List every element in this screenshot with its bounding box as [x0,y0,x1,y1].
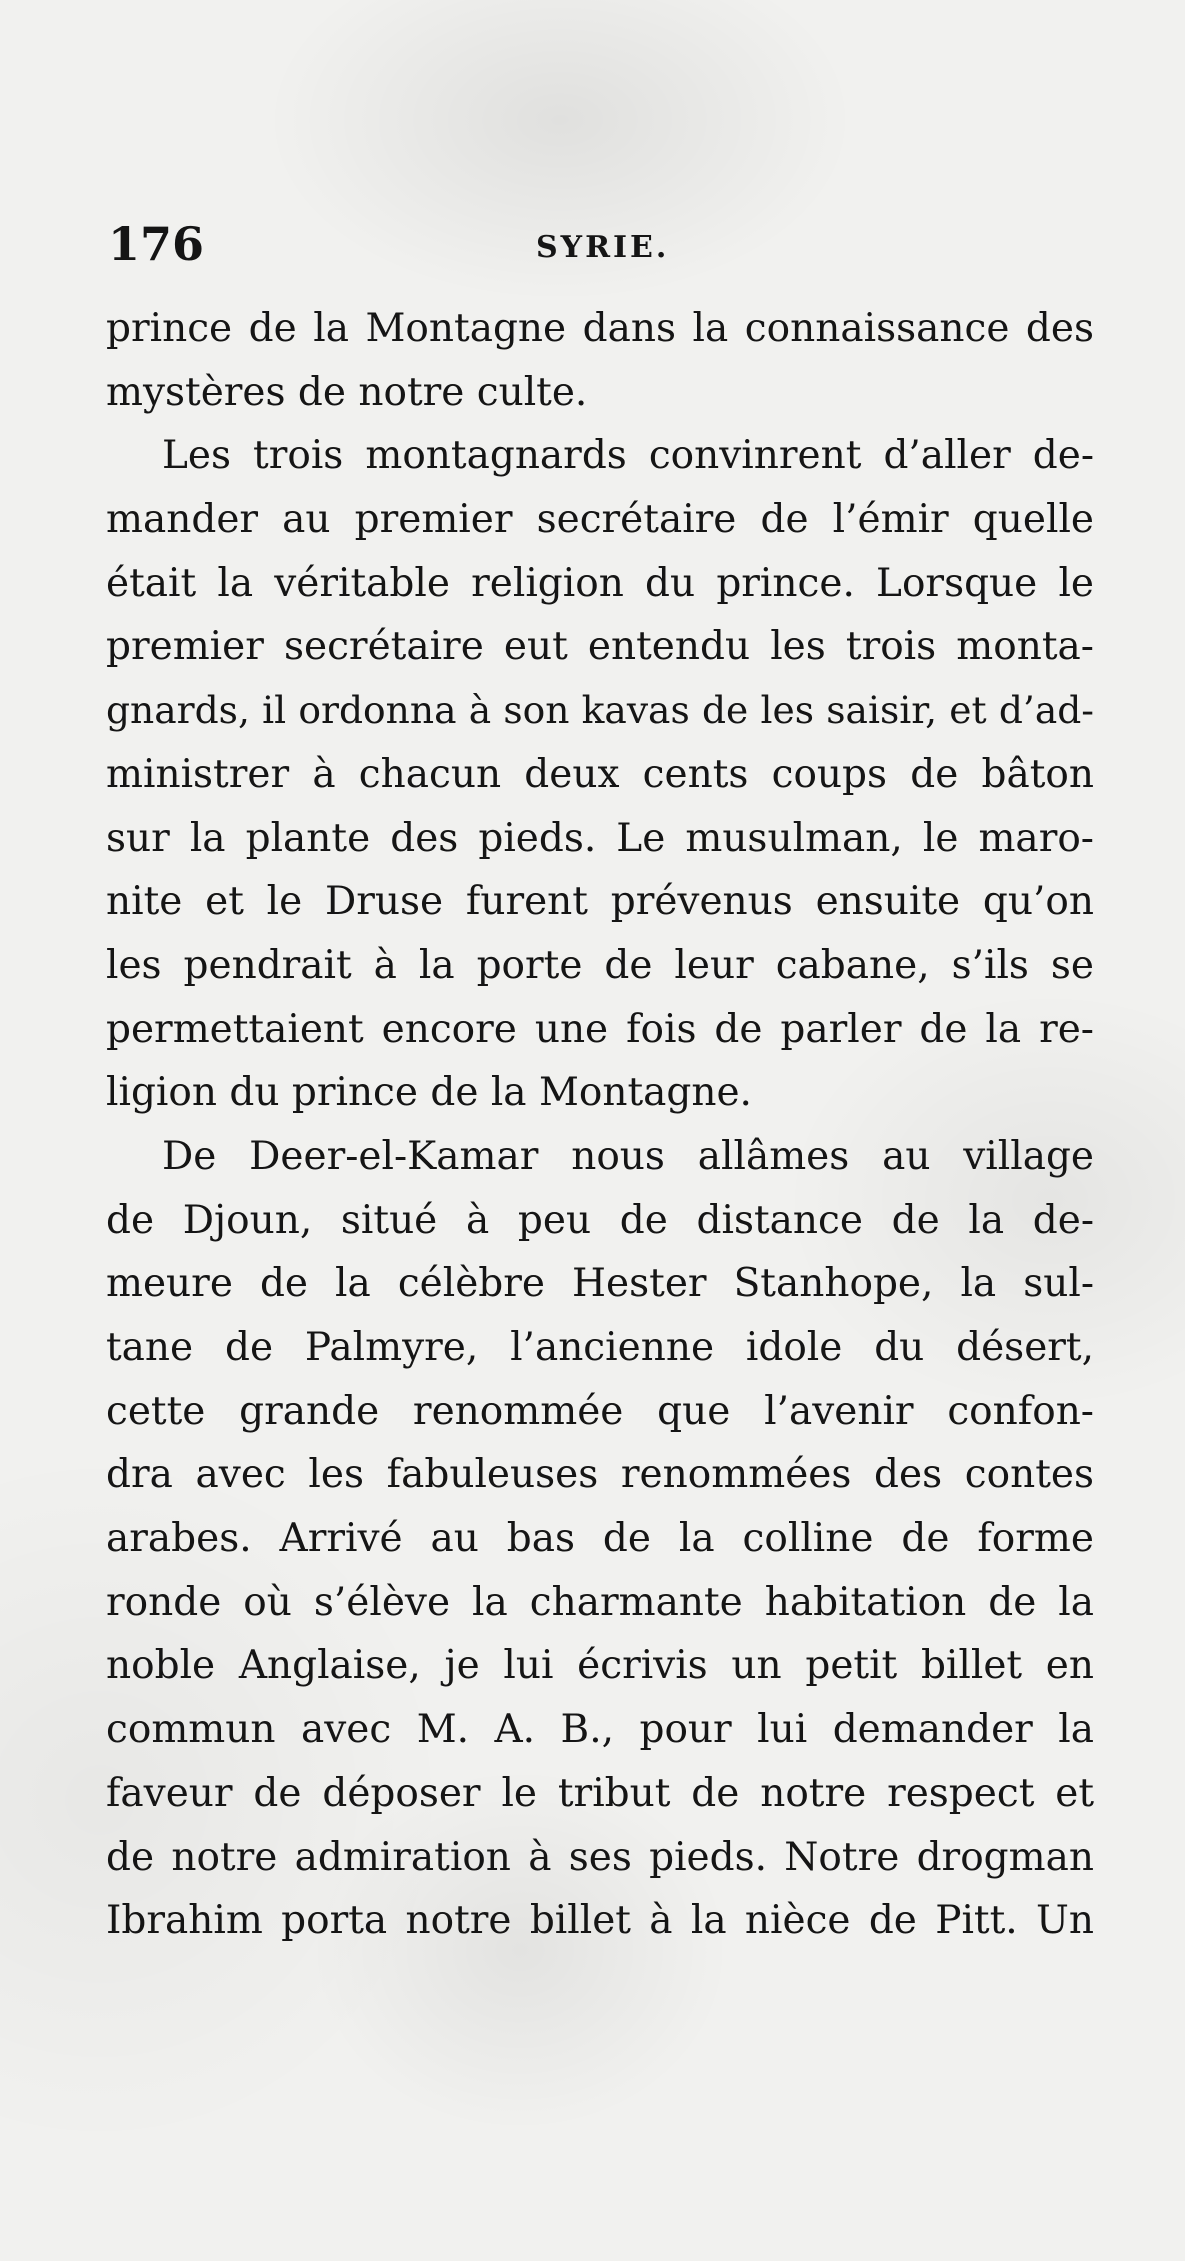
text-line: était la véritable religion du prince. Lorsque le [106,560,1094,606]
text-line: arabes. Arrivé au bas de la colline de forme [106,1516,1094,1562]
text-line: dra avec les fabuleuses renommées des contes [106,1452,1094,1498]
text-line: mander au premier secrétaire de l’émir quelle [106,497,1094,543]
text-line: ronde où s’élève la charmante habitation de la [106,1579,1094,1625]
text-line: cette grande renommée que l’avenir confon- [106,1388,1094,1434]
text-line: nite et le Druse furent prévenus ensuite qu’on [106,879,1094,925]
text-line: mystères de notre culte. [106,369,588,415]
running-head: SYRIE. [536,230,670,265]
text-line: premier secrétaire eut entendu les trois monta- [106,624,1094,670]
text-line: tane de Palmyre, l’ancienne idole du désert, [106,1325,1094,1370]
page-header [0,0,1185,280]
text-line: prince de la Montagne dans la connaissance des [106,306,1094,351]
text-line: De Deer-el-Kamar nous allâmes au village [162,1133,1094,1179]
text-line: commun avec M. A. B., pour lui demander la [106,1707,1094,1753]
text-line: ministrer à chacun deux cents coups de bâton [106,751,1094,797]
text-line: permettaient encore une fois de parler de la re- [106,1006,1094,1052]
text-line: sur la plante des pieds. Le musulman, le maro- [106,815,1094,861]
page-number: 176 [108,217,205,271]
text-line: de notre admiration à ses pieds. Notre drogman [106,1834,1094,1880]
text-line: ligion du prince de la Montagne. [106,1070,752,1116]
body-text [106,297,1094,1953]
text-line: Les trois montagnards convinrent d’aller de- [162,433,1094,479]
text-line: meure de la célèbre Hester Stanhope, la sul- [106,1261,1094,1307]
text-line: noble Anglaise, je lui écrivis un petit billet en [106,1643,1094,1689]
text-line: de Djoun, situé à peu de distance de la de- [106,1197,1094,1243]
text-line: gnards, il ordonna à son kavas de les saisir, et d’ad- [106,688,1094,733]
text-line: les pendrait à la porte de leur cabane, s’ils se [106,942,1094,988]
text-line: faveur de déposer le tribut de notre respect et [106,1770,1094,1816]
text-line: Ibrahim porta notre billet à la nièce de Pitt. Un [106,1898,1094,1944]
